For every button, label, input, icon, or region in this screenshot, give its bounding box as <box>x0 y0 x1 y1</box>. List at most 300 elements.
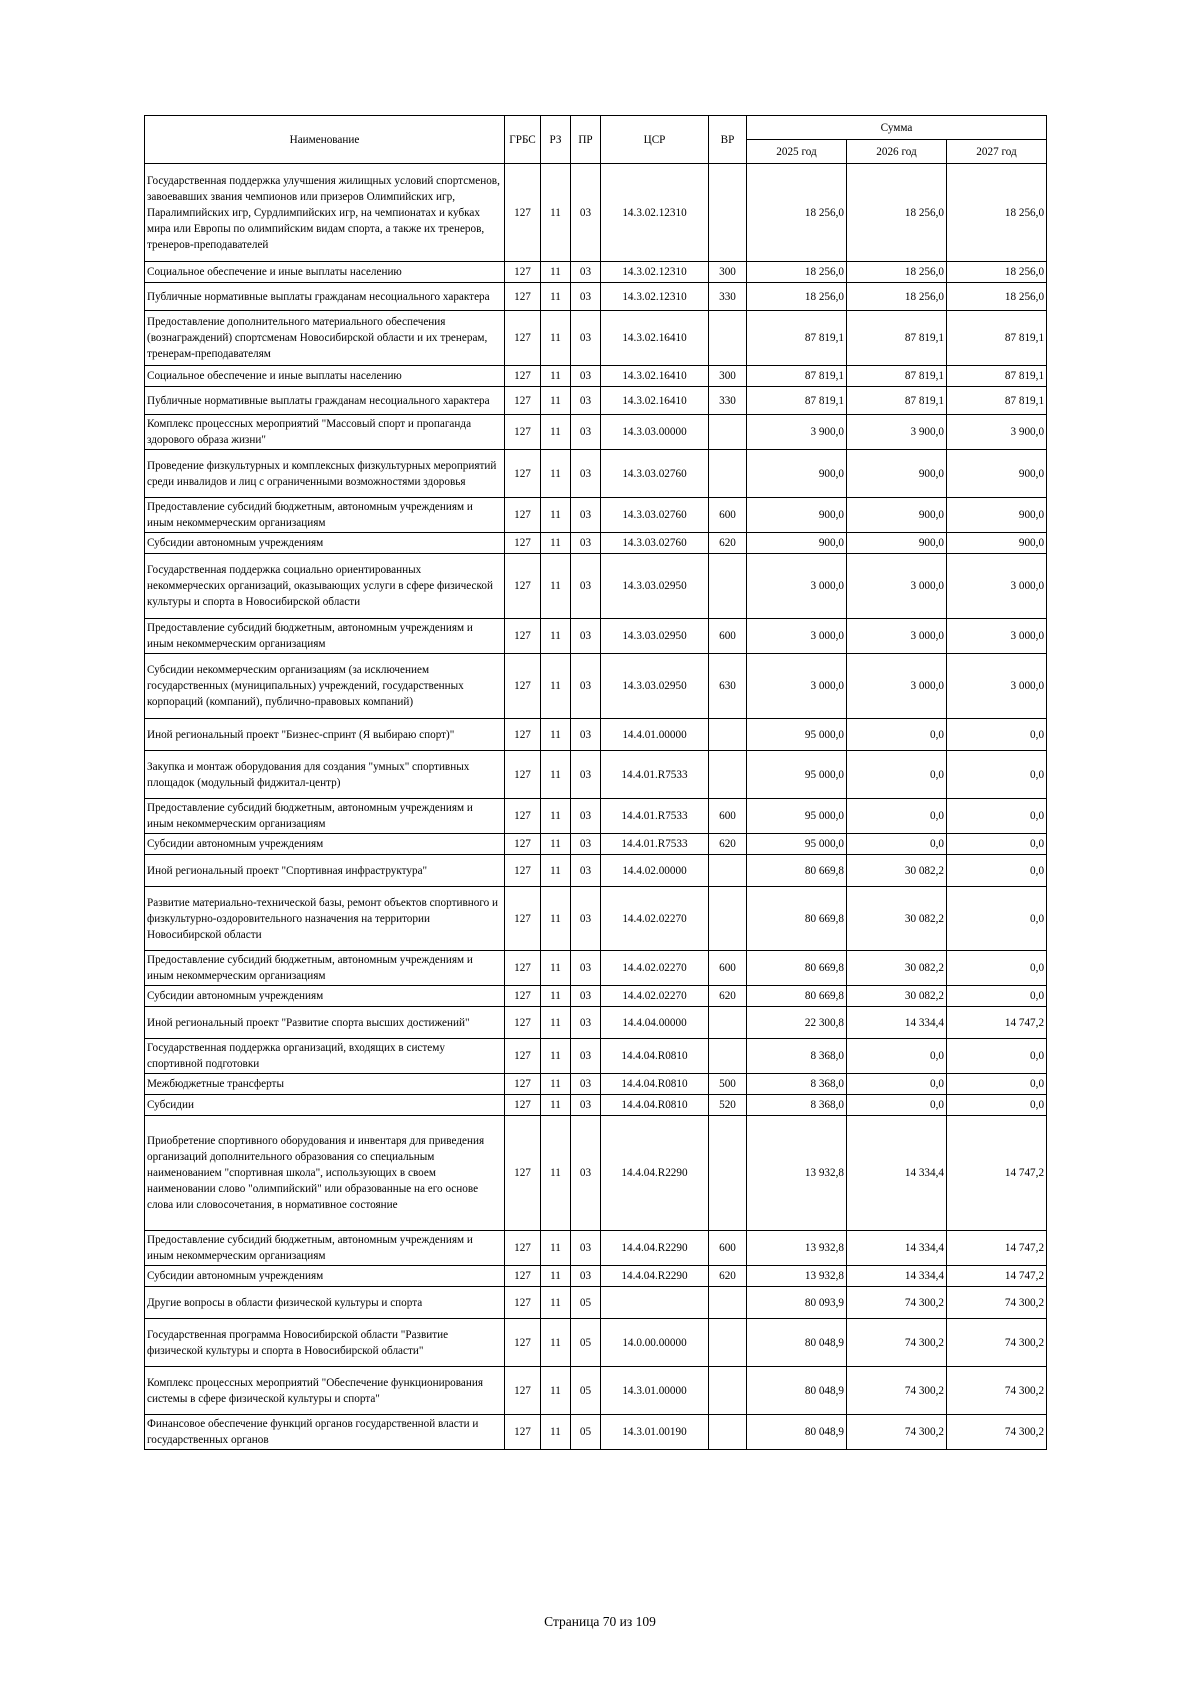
cell-grbs: 127 <box>505 387 541 415</box>
cell-y2027: 0,0 <box>947 751 1047 799</box>
cell-grbs: 127 <box>505 799 541 834</box>
table-row <box>145 262 1047 283</box>
cell-y2025: 13 932,8 <box>747 1116 847 1231</box>
cell-csr: 14.3.01.00190 <box>601 1415 709 1450</box>
cell-pr: 03 <box>571 654 601 719</box>
cell-y2025: 80 048,9 <box>747 1319 847 1367</box>
table-row <box>145 387 1047 415</box>
header-rz: РЗ <box>541 116 571 164</box>
cell-rz: 11 <box>541 498 571 533</box>
cell-y2027: 0,0 <box>947 1095 1047 1116</box>
cell-rz: 11 <box>541 834 571 855</box>
cell-pr: 03 <box>571 450 601 498</box>
cell-vr: 500 <box>709 1074 747 1095</box>
cell-pr: 03 <box>571 498 601 533</box>
cell-rz: 11 <box>541 262 571 283</box>
cell-grbs: 127 <box>505 554 541 619</box>
cell-csr: 14.3.03.00000 <box>601 415 709 450</box>
cell-y2027: 900,0 <box>947 498 1047 533</box>
table-row <box>145 1231 1047 1266</box>
cell-y2026: 0,0 <box>847 751 947 799</box>
cell-vr <box>709 1319 747 1367</box>
cell-grbs: 127 <box>505 1095 541 1116</box>
cell-rz: 11 <box>541 450 571 498</box>
cell-vr <box>709 1039 747 1074</box>
cell-rz: 11 <box>541 799 571 834</box>
cell-name: Предоставление субсидий бюджетным, автономным учреждениям и иным некоммерческим организациям <box>145 498 505 533</box>
cell-y2025: 80 669,8 <box>747 855 847 887</box>
cell-grbs: 127 <box>505 619 541 654</box>
cell-y2026: 30 082,2 <box>847 951 947 986</box>
cell-pr: 03 <box>571 311 601 366</box>
cell-vr <box>709 164 747 262</box>
table-row <box>145 1319 1047 1367</box>
cell-y2026: 0,0 <box>847 834 947 855</box>
cell-y2026: 0,0 <box>847 1074 947 1095</box>
cell-grbs: 127 <box>505 1319 541 1367</box>
table-row <box>145 951 1047 986</box>
cell-pr: 03 <box>571 986 601 1007</box>
page-number: Страница 70 из 109 <box>544 1614 656 1629</box>
cell-vr <box>709 1415 747 1450</box>
header-year-2025: 2025 год <box>747 140 847 164</box>
cell-y2025: 95 000,0 <box>747 751 847 799</box>
cell-y2027: 74 300,2 <box>947 1415 1047 1450</box>
cell-csr: 14.3.03.02950 <box>601 619 709 654</box>
cell-y2025: 18 256,0 <box>747 283 847 311</box>
cell-vr: 520 <box>709 1095 747 1116</box>
cell-grbs: 127 <box>505 986 541 1007</box>
cell-y2027: 87 819,1 <box>947 366 1047 387</box>
cell-y2025: 13 932,8 <box>747 1266 847 1287</box>
cell-csr: 14.4.01.R7533 <box>601 834 709 855</box>
cell-grbs: 127 <box>505 1367 541 1415</box>
table-row <box>145 887 1047 951</box>
cell-name: Субсидии автономным учреждениям <box>145 986 505 1007</box>
cell-vr <box>709 751 747 799</box>
cell-grbs: 127 <box>505 262 541 283</box>
cell-csr: 14.4.02.02270 <box>601 951 709 986</box>
cell-pr: 03 <box>571 415 601 450</box>
cell-name: Социальное обеспечение и иные выплаты населению <box>145 366 505 387</box>
cell-name: Иной региональный проект "Развитие спорта высших достижений" <box>145 1007 505 1039</box>
cell-rz: 11 <box>541 1319 571 1367</box>
cell-y2025: 900,0 <box>747 450 847 498</box>
cell-y2026: 0,0 <box>847 719 947 751</box>
cell-csr: 14.3.03.02760 <box>601 450 709 498</box>
cell-rz: 11 <box>541 283 571 311</box>
cell-name: Предоставление субсидий бюджетным, автономным учреждениям и иным некоммерческим организациям <box>145 1231 505 1266</box>
cell-y2027: 900,0 <box>947 533 1047 554</box>
cell-y2025: 3 000,0 <box>747 654 847 719</box>
cell-name: Развитие материально-технической базы, ремонт объектов спортивного и физкультурно-оздоровительного назначения на территории Новосибирской области <box>145 887 505 951</box>
cell-grbs: 127 <box>505 1287 541 1319</box>
cell-pr: 03 <box>571 554 601 619</box>
cell-y2025: 18 256,0 <box>747 164 847 262</box>
cell-y2027: 87 819,1 <box>947 387 1047 415</box>
cell-name: Государственная поддержка улучшения жилищных условий спортсменов, завоевавших звания чемпионов или призеров Олимпийских игр, Паралимпийских игр, Сурдлимпийских игр, на чемпионатах и кубках мира или Европы по олимпийским видам спорта, а также их тренеров, тренеров-преподавателей <box>145 164 505 262</box>
cell-pr: 03 <box>571 887 601 951</box>
table-row <box>145 855 1047 887</box>
cell-name: Предоставление субсидий бюджетным, автономным учреждениям и иным некоммерческим организациям <box>145 799 505 834</box>
cell-y2027: 18 256,0 <box>947 164 1047 262</box>
cell-y2025: 13 932,8 <box>747 1231 847 1266</box>
cell-rz: 11 <box>541 654 571 719</box>
cell-name: Публичные нормативные выплаты гражданам несоциального характера <box>145 387 505 415</box>
cell-y2026: 14 334,4 <box>847 1231 947 1266</box>
table-row <box>145 986 1047 1007</box>
table-row <box>145 1266 1047 1287</box>
cell-vr: 300 <box>709 262 747 283</box>
cell-y2026: 87 819,1 <box>847 366 947 387</box>
cell-grbs: 127 <box>505 283 541 311</box>
cell-y2026: 0,0 <box>847 799 947 834</box>
cell-csr <box>601 1287 709 1319</box>
table-row <box>145 450 1047 498</box>
cell-y2026: 3 000,0 <box>847 619 947 654</box>
cell-y2025: 22 300,8 <box>747 1007 847 1039</box>
cell-pr: 05 <box>571 1287 601 1319</box>
cell-vr: 600 <box>709 951 747 986</box>
cell-name: Закупка и монтаж оборудования для создания "умных" спортивных площадок (модульный фиджитал-центр) <box>145 751 505 799</box>
cell-pr: 03 <box>571 1266 601 1287</box>
cell-y2025: 95 000,0 <box>747 834 847 855</box>
cell-csr: 14.3.01.00000 <box>601 1367 709 1415</box>
cell-pr: 03 <box>571 262 601 283</box>
cell-rz: 11 <box>541 1007 571 1039</box>
header-vr: ВР <box>709 116 747 164</box>
cell-rz: 11 <box>541 1415 571 1450</box>
table-row <box>145 751 1047 799</box>
cell-y2025: 95 000,0 <box>747 719 847 751</box>
cell-y2026: 14 334,4 <box>847 1266 947 1287</box>
cell-y2025: 80 093,9 <box>747 1287 847 1319</box>
table-row <box>145 799 1047 834</box>
cell-grbs: 127 <box>505 366 541 387</box>
cell-csr: 14.4.02.02270 <box>601 887 709 951</box>
header-pr: ПР <box>571 116 601 164</box>
cell-rz: 11 <box>541 986 571 1007</box>
cell-rz: 11 <box>541 887 571 951</box>
cell-y2027: 3 000,0 <box>947 554 1047 619</box>
table-row <box>145 1039 1047 1074</box>
cell-y2025: 3 000,0 <box>747 554 847 619</box>
cell-rz: 11 <box>541 855 571 887</box>
cell-rz: 11 <box>541 1367 571 1415</box>
cell-vr: 330 <box>709 283 747 311</box>
cell-name: Государственная программа Новосибирской области "Развитие физической культуры и спорта в Новосибирской области" <box>145 1319 505 1367</box>
cell-y2025: 87 819,1 <box>747 311 847 366</box>
cell-vr <box>709 415 747 450</box>
cell-rz: 11 <box>541 1074 571 1095</box>
cell-grbs: 127 <box>505 1231 541 1266</box>
budget-table <box>144 115 1047 1450</box>
cell-grbs: 127 <box>505 751 541 799</box>
table-row <box>145 311 1047 366</box>
cell-y2027: 3 000,0 <box>947 654 1047 719</box>
cell-name: Комплекс процессных мероприятий "Обеспечение функционирования системы в сфере физической культуры и спорта" <box>145 1367 505 1415</box>
cell-y2026: 900,0 <box>847 450 947 498</box>
cell-name: Субсидии автономным учреждениям <box>145 1266 505 1287</box>
cell-grbs: 127 <box>505 719 541 751</box>
cell-grbs: 127 <box>505 1415 541 1450</box>
cell-pr: 03 <box>571 283 601 311</box>
table-row <box>145 719 1047 751</box>
cell-y2026: 30 082,2 <box>847 855 947 887</box>
cell-name: Финансовое обеспечение функций органов государственной власти и государственных органов <box>145 1415 505 1450</box>
cell-grbs: 127 <box>505 415 541 450</box>
cell-pr: 03 <box>571 751 601 799</box>
cell-grbs: 127 <box>505 855 541 887</box>
cell-vr <box>709 1116 747 1231</box>
table-header <box>145 116 1047 164</box>
header-name: Наименование <box>145 116 505 164</box>
cell-vr: 600 <box>709 1231 747 1266</box>
cell-pr: 03 <box>571 951 601 986</box>
cell-vr: 620 <box>709 986 747 1007</box>
table-row <box>145 619 1047 654</box>
cell-pr: 03 <box>571 387 601 415</box>
cell-csr: 14.4.04.R0810 <box>601 1074 709 1095</box>
cell-grbs: 127 <box>505 887 541 951</box>
cell-vr <box>709 855 747 887</box>
cell-y2026: 3 000,0 <box>847 554 947 619</box>
cell-y2027: 0,0 <box>947 1074 1047 1095</box>
cell-vr: 600 <box>709 498 747 533</box>
cell-rz: 11 <box>541 1231 571 1266</box>
cell-csr: 14.3.02.16410 <box>601 387 709 415</box>
cell-y2026: 18 256,0 <box>847 164 947 262</box>
cell-name: Другие вопросы в области физической культуры и спорта <box>145 1287 505 1319</box>
table-row <box>145 415 1047 450</box>
cell-name: Субсидии некоммерческим организациям (за исключением государственных (муниципальных) учреждений, государственных корпораций (компаний), публично-правовых компаний) <box>145 654 505 719</box>
cell-y2026: 0,0 <box>847 1039 947 1074</box>
cell-y2026: 3 900,0 <box>847 415 947 450</box>
cell-pr: 03 <box>571 1095 601 1116</box>
cell-pr: 03 <box>571 799 601 834</box>
cell-y2026: 74 300,2 <box>847 1367 947 1415</box>
table-row <box>145 1367 1047 1415</box>
cell-y2027: 74 300,2 <box>947 1287 1047 1319</box>
cell-vr <box>709 887 747 951</box>
cell-grbs: 127 <box>505 1116 541 1231</box>
cell-grbs: 127 <box>505 1074 541 1095</box>
cell-csr: 14.3.03.02760 <box>601 498 709 533</box>
cell-name: Комплекс процессных мероприятий "Массовый спорт и пропаганда здорового образа жизни" <box>145 415 505 450</box>
header-year-2027: 2027 год <box>947 140 1047 164</box>
cell-name: Предоставление дополнительного материального обеспечения (вознаграждений) спортсменам Новосибирской области и их тренерам, тренерам-преподавателям <box>145 311 505 366</box>
header-year-2026: 2026 год <box>847 140 947 164</box>
cell-y2026: 18 256,0 <box>847 262 947 283</box>
cell-y2027: 0,0 <box>947 951 1047 986</box>
cell-name: Социальное обеспечение и иные выплаты населению <box>145 262 505 283</box>
cell-y2026: 74 300,2 <box>847 1319 947 1367</box>
cell-name: Субсидии автономным учреждениям <box>145 834 505 855</box>
cell-csr: 14.4.04.00000 <box>601 1007 709 1039</box>
cell-y2026: 14 334,4 <box>847 1116 947 1231</box>
cell-csr: 14.3.03.02760 <box>601 533 709 554</box>
table-row <box>145 1074 1047 1095</box>
cell-pr: 03 <box>571 1116 601 1231</box>
cell-y2026: 87 819,1 <box>847 311 947 366</box>
cell-rz: 11 <box>541 366 571 387</box>
cell-csr: 14.4.04.R2290 <box>601 1231 709 1266</box>
cell-grbs: 127 <box>505 1007 541 1039</box>
cell-csr: 14.4.02.02270 <box>601 986 709 1007</box>
table-row <box>145 1095 1047 1116</box>
table-body <box>145 164 1047 1450</box>
cell-grbs: 127 <box>505 450 541 498</box>
cell-y2026: 74 300,2 <box>847 1287 947 1319</box>
header-sum: Сумма <box>747 116 1047 140</box>
cell-vr: 300 <box>709 366 747 387</box>
cell-pr: 03 <box>571 366 601 387</box>
cell-rz: 11 <box>541 619 571 654</box>
table-row <box>145 554 1047 619</box>
cell-csr: 14.3.02.12310 <box>601 262 709 283</box>
cell-vr <box>709 450 747 498</box>
cell-y2027: 0,0 <box>947 719 1047 751</box>
cell-name: Проведение физкультурных и комплексных физкультурных мероприятий среди инвалидов и лиц с ограниченными возможностями здоровья <box>145 450 505 498</box>
cell-rz: 11 <box>541 719 571 751</box>
cell-vr <box>709 719 747 751</box>
cell-csr: 14.4.04.R2290 <box>601 1266 709 1287</box>
cell-csr: 14.4.04.R2290 <box>601 1116 709 1231</box>
cell-pr: 03 <box>571 533 601 554</box>
cell-y2027: 0,0 <box>947 1039 1047 1074</box>
cell-csr: 14.4.01.00000 <box>601 719 709 751</box>
cell-vr: 620 <box>709 1266 747 1287</box>
cell-y2026: 74 300,2 <box>847 1415 947 1450</box>
table-row <box>145 1287 1047 1319</box>
cell-pr: 03 <box>571 855 601 887</box>
table-row <box>145 498 1047 533</box>
cell-csr: 14.3.02.12310 <box>601 164 709 262</box>
cell-y2025: 18 256,0 <box>747 262 847 283</box>
cell-rz: 11 <box>541 415 571 450</box>
cell-pr: 05 <box>571 1367 601 1415</box>
cell-name: Субсидии <box>145 1095 505 1116</box>
cell-name: Предоставление субсидий бюджетным, автономным учреждениям и иным некоммерческим организациям <box>145 951 505 986</box>
table-row <box>145 283 1047 311</box>
cell-grbs: 127 <box>505 498 541 533</box>
cell-pr: 03 <box>571 1231 601 1266</box>
cell-name: Приобретение спортивного оборудования и инвентаря для приведения организаций дополнительного образования со специальным наименованием "спортивная школа", использующих в своем наименовании слово "олимпийский" или образованные на его основе слова или словосочетания, в нормативное состояние <box>145 1116 505 1231</box>
cell-y2025: 87 819,1 <box>747 387 847 415</box>
cell-csr: 14.4.01.R7533 <box>601 799 709 834</box>
cell-y2025: 95 000,0 <box>747 799 847 834</box>
cell-vr: 600 <box>709 799 747 834</box>
cell-grbs: 127 <box>505 654 541 719</box>
cell-grbs: 127 <box>505 951 541 986</box>
cell-y2025: 80 048,9 <box>747 1367 847 1415</box>
cell-name: Государственная поддержка организаций, входящих в систему спортивной подготовки <box>145 1039 505 1074</box>
cell-y2027: 74 300,2 <box>947 1367 1047 1415</box>
cell-name: Публичные нормативные выплаты гражданам несоциального характера <box>145 283 505 311</box>
cell-y2026: 0,0 <box>847 1095 947 1116</box>
cell-y2025: 80 048,9 <box>747 1415 847 1450</box>
cell-rz: 11 <box>541 751 571 799</box>
cell-csr: 14.4.04.R0810 <box>601 1095 709 1116</box>
cell-y2025: 3 900,0 <box>747 415 847 450</box>
cell-y2027: 0,0 <box>947 855 1047 887</box>
cell-csr: 14.0.00.00000 <box>601 1319 709 1367</box>
cell-csr: 14.3.03.02950 <box>601 654 709 719</box>
cell-vr <box>709 554 747 619</box>
cell-y2025: 87 819,1 <box>747 366 847 387</box>
table-row <box>145 834 1047 855</box>
cell-rz: 11 <box>541 554 571 619</box>
cell-pr: 03 <box>571 619 601 654</box>
cell-y2027: 3 000,0 <box>947 619 1047 654</box>
cell-y2026: 3 000,0 <box>847 654 947 719</box>
table-row <box>145 1007 1047 1039</box>
cell-rz: 11 <box>541 1287 571 1319</box>
cell-y2025: 80 669,8 <box>747 887 847 951</box>
cell-name: Предоставление субсидий бюджетным, автономным учреждениям и иным некоммерческим организациям <box>145 619 505 654</box>
table-row <box>145 654 1047 719</box>
cell-y2026: 900,0 <box>847 498 947 533</box>
table-row <box>145 1116 1047 1231</box>
cell-y2026: 30 082,2 <box>847 887 947 951</box>
cell-y2027: 14 747,2 <box>947 1007 1047 1039</box>
header-grbs: ГРБС <box>505 116 541 164</box>
cell-rz: 11 <box>541 1116 571 1231</box>
cell-vr: 600 <box>709 619 747 654</box>
cell-grbs: 127 <box>505 311 541 366</box>
cell-csr: 14.4.01.R7533 <box>601 751 709 799</box>
cell-y2025: 80 669,8 <box>747 951 847 986</box>
cell-vr <box>709 1367 747 1415</box>
table-row <box>145 164 1047 262</box>
cell-y2027: 14 747,2 <box>947 1266 1047 1287</box>
cell-csr: 14.4.02.00000 <box>601 855 709 887</box>
cell-name: Государственная поддержка социально ориентированных некоммерческих организаций, оказывающих услуги в сфере физической культуры и спорта в Новосибирской области <box>145 554 505 619</box>
cell-y2027: 0,0 <box>947 986 1047 1007</box>
header-csr: ЦСР <box>601 116 709 164</box>
cell-y2025: 900,0 <box>747 533 847 554</box>
cell-grbs: 127 <box>505 533 541 554</box>
cell-csr: 14.3.02.16410 <box>601 311 709 366</box>
cell-y2026: 30 082,2 <box>847 986 947 1007</box>
table-row <box>145 533 1047 554</box>
cell-rz: 11 <box>541 387 571 415</box>
cell-vr: 330 <box>709 387 747 415</box>
cell-vr: 630 <box>709 654 747 719</box>
cell-y2026: 18 256,0 <box>847 283 947 311</box>
cell-rz: 11 <box>541 533 571 554</box>
cell-pr: 03 <box>571 1007 601 1039</box>
cell-vr <box>709 1287 747 1319</box>
cell-y2027: 900,0 <box>947 450 1047 498</box>
cell-csr: 14.4.04.R0810 <box>601 1039 709 1074</box>
cell-y2026: 14 334,4 <box>847 1007 947 1039</box>
cell-pr: 03 <box>571 1074 601 1095</box>
cell-rz: 11 <box>541 1039 571 1074</box>
cell-y2025: 8 368,0 <box>747 1095 847 1116</box>
cell-vr <box>709 1007 747 1039</box>
cell-grbs: 127 <box>505 164 541 262</box>
cell-rz: 11 <box>541 1095 571 1116</box>
cell-y2027: 3 900,0 <box>947 415 1047 450</box>
cell-rz: 11 <box>541 1266 571 1287</box>
table-row <box>145 1415 1047 1450</box>
cell-y2025: 8 368,0 <box>747 1074 847 1095</box>
cell-vr: 620 <box>709 834 747 855</box>
cell-pr: 05 <box>571 1319 601 1367</box>
cell-pr: 05 <box>571 1415 601 1450</box>
cell-name: Субсидии автономным учреждениям <box>145 533 505 554</box>
